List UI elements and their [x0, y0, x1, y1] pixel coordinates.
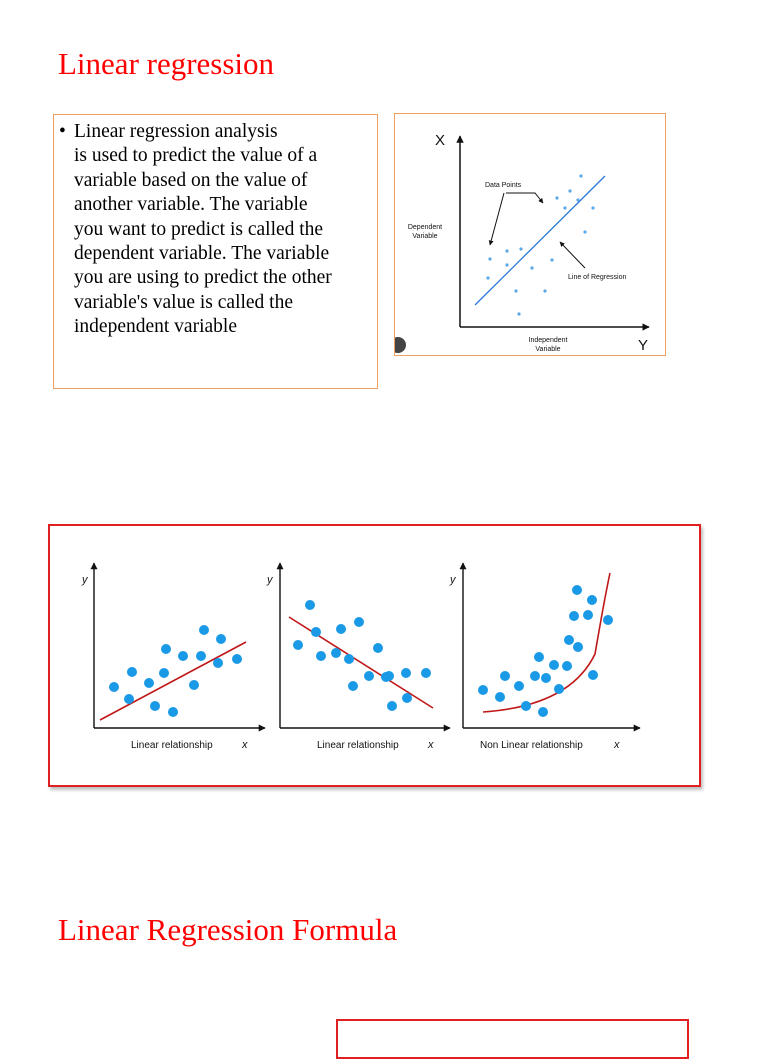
scatter-point	[159, 668, 169, 678]
data-point	[563, 206, 566, 209]
scatter-point	[538, 707, 548, 717]
scatter-point	[373, 643, 383, 653]
scatter-points	[293, 600, 431, 711]
scatter-point	[562, 661, 572, 671]
y-axis-letter: y	[82, 574, 88, 586]
scatter-point	[168, 707, 178, 717]
scatter-point	[178, 651, 188, 661]
scatter-point	[401, 668, 411, 678]
relationship-svg	[50, 526, 699, 785]
scatter-point	[387, 701, 397, 711]
regression-diagram-svg	[395, 114, 666, 356]
panel-caption: Linear relationship	[131, 740, 213, 751]
data-point	[519, 247, 522, 250]
dependent-label: Variable	[412, 233, 438, 240]
definition-line: you are using to predict the other	[74, 267, 332, 289]
scatter-point	[316, 651, 326, 661]
trend-line	[289, 617, 433, 708]
scatter-point	[587, 595, 597, 605]
definition-line: is used to predict the value of a	[74, 145, 318, 167]
data-points	[486, 174, 594, 315]
page-title: Linear regression	[58, 46, 275, 81]
panel-non-linear	[449, 563, 640, 751]
scatter-point	[216, 634, 226, 644]
regression-arrow	[560, 242, 585, 268]
data-point	[550, 258, 553, 261]
panel-caption: Non Linear relationship	[480, 740, 583, 751]
data-points-label: Data Points	[485, 182, 522, 189]
scatter-point	[495, 692, 505, 702]
data-point	[543, 289, 546, 292]
scatter-point	[331, 648, 341, 658]
independent-label: Independent	[528, 337, 568, 344]
relationship-figure	[48, 524, 701, 787]
regression-line	[475, 176, 605, 305]
independent-label: Variable	[535, 346, 561, 353]
scatter-point	[384, 671, 394, 681]
scatter-point	[572, 585, 582, 595]
data-points-arrow	[506, 193, 543, 203]
scatter-point	[161, 644, 171, 654]
scatter-point	[348, 681, 358, 691]
scatter-point	[549, 660, 559, 670]
scatter-point	[336, 624, 346, 634]
scatter-point	[573, 642, 583, 652]
scatter-point	[421, 668, 431, 678]
definition-line: independent variable	[74, 316, 237, 338]
x-axis-letter: x	[242, 739, 248, 751]
data-point	[591, 206, 594, 209]
scatter-point	[569, 611, 579, 621]
bullet-marker: •	[59, 121, 66, 142]
scatter-point	[530, 671, 540, 681]
scatter-points	[478, 585, 613, 717]
panel-linear-positive	[81, 563, 265, 751]
data-point	[486, 276, 489, 279]
scatter-point	[144, 678, 154, 688]
scatter-point	[521, 701, 531, 711]
data-points-arrow	[490, 193, 504, 245]
scatter-point	[478, 685, 488, 695]
scatter-point	[124, 694, 134, 704]
scatter-point	[541, 673, 551, 683]
scatter-point	[354, 617, 364, 627]
scatter-point	[364, 671, 374, 681]
scatter-point	[554, 684, 564, 694]
scatter-point	[189, 680, 199, 690]
definition-line: variable based on the value of	[74, 169, 308, 191]
line-of-regression-label: Line of Regression	[568, 274, 627, 281]
definition-line: variable's value is called the	[74, 291, 294, 313]
regression-diagram	[394, 113, 666, 356]
definition-line: you want to predict is called the	[74, 218, 324, 240]
corner-badge-icon	[395, 337, 406, 353]
definition-bullet	[59, 120, 374, 340]
data-point	[555, 196, 558, 199]
definition-line: dependent variable. The variable	[74, 243, 330, 265]
definition-line: another variable. The variable	[74, 194, 308, 216]
data-point	[579, 174, 582, 177]
scatter-points	[109, 625, 242, 717]
scatter-point	[583, 610, 593, 620]
scatter-point	[199, 625, 209, 635]
y-axis-letter: y	[450, 574, 456, 586]
y-axis-letter: Y	[638, 337, 649, 354]
x-axis-letter: x	[614, 739, 620, 751]
definition-text	[59, 120, 374, 340]
x-axis-letter: x	[428, 739, 434, 751]
data-point	[488, 257, 491, 260]
scatter-point	[514, 681, 524, 691]
data-point	[505, 249, 508, 252]
section-title: Linear Regression Formula	[58, 912, 398, 947]
x-axis-letter: X	[435, 132, 446, 149]
data-point	[505, 263, 508, 266]
scatter-point	[311, 627, 321, 637]
data-point	[517, 312, 520, 315]
scatter-point	[603, 615, 613, 625]
scatter-point	[232, 654, 242, 664]
scatter-point	[213, 658, 223, 668]
y-axis-letter: y	[267, 574, 273, 586]
data-point	[576, 198, 579, 201]
definition-line: Linear regression analysis	[74, 121, 278, 142]
scatter-point	[534, 652, 544, 662]
data-point	[514, 289, 517, 292]
formula-box	[336, 1019, 689, 1059]
dependent-label: Dependent	[407, 224, 443, 231]
scatter-point	[196, 651, 206, 661]
data-point	[530, 266, 533, 269]
trend-curve	[483, 573, 610, 712]
scatter-point	[500, 671, 510, 681]
callout-arrows	[490, 193, 585, 268]
scatter-point	[402, 693, 412, 703]
scatter-point	[305, 600, 315, 610]
scatter-point	[127, 667, 137, 677]
data-point	[568, 189, 571, 192]
panel-caption: Linear relationship	[317, 740, 399, 751]
panel-linear-negative	[266, 563, 450, 751]
scatter-point	[564, 635, 574, 645]
axes	[460, 136, 649, 327]
scatter-point	[588, 670, 598, 680]
scatter-point	[293, 640, 303, 650]
data-point	[583, 230, 586, 233]
scatter-point	[109, 682, 119, 692]
scatter-point	[150, 701, 160, 711]
scatter-point	[344, 654, 354, 664]
definition-textbox	[53, 114, 378, 389]
